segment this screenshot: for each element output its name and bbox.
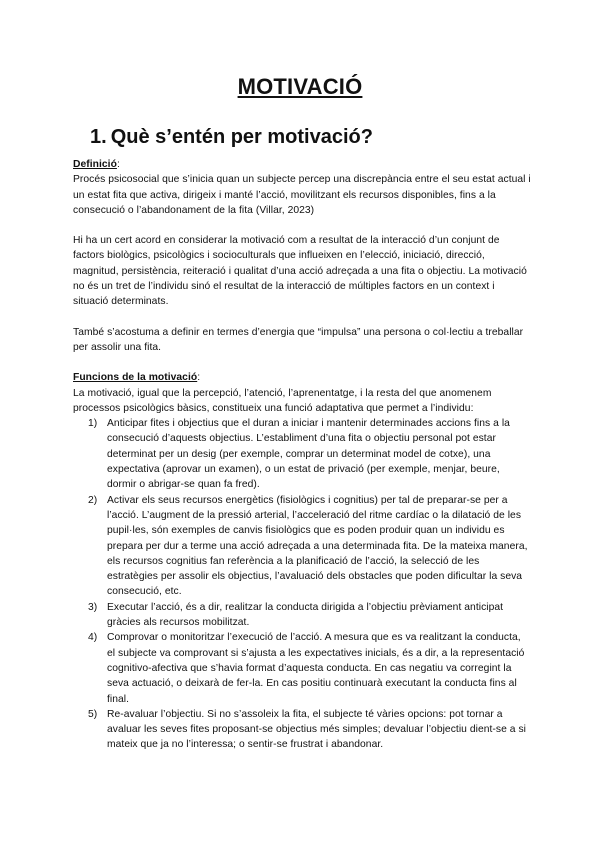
list-item-text: Activar els seus recursos energètics (fisiològics i cognitius) per tal de preparar-se per a l’acció. L’augment de la pressió arterial, l’acceleració del ritme cardíac o la dilatació de les pupil·les, són exemples de canvis fisiològics que es poden produir quan un individu es prepara per dur a terme una acció adreçada a una determinada fita. De la mateixa manera, els recursos cognitius fan referència a la planificació de l’acció, la selecció de les estratègies per assolir els objectius, l’avaluació dels obstacles que poden dificultar la seva consecució, etc. <box>107 494 528 598</box>
list-item-text: Anticipar fites i objectius que el duran a iniciar i mantenir determinades accions fins a la consecució d’aquests objectius. L’establiment d’una fita o objectiu personal pot estar determinat per un desig (per exemple, comprar un determinat model de cotxe), una expectativa (aprovar un examen), o un estat de privació (per exemple, menjar, beure, dormir o abrigar-se quan fa fred). <box>107 418 510 491</box>
paragraph-factors: Hi ha un cert acord en considerar la motivació com a resultat de la interacció d’un conjunt de factors biològics, psicològics i socioculturals que influeixen en l’elecció, iniciació, direcció, magnitud, persistència, reiteració i qualitat d’una acció adreçada a una fita o objectiu. La motivació no és un tret de l’individu sinó el resultat de la interacció de múltiples factors en un context i situació determinats. <box>73 235 527 308</box>
document-body <box>73 157 531 753</box>
section-heading-text: Què s’entén per motivació? <box>110 126 373 148</box>
list-item-number: 2) <box>88 494 98 506</box>
list-item-number: 4) <box>88 632 98 644</box>
functions-heading <box>73 370 531 385</box>
list-item-text: Comprovar o monitoritzar l’execució de l’acció. A mesura que es va realitzant la conducta, el subjecte va comprovant si s’ajusta a les expectatives inicials, és a dir, a la representació cognitivo-afectiva que s’havia format d’aquesta conducta. En cas negatiu va corregint la seva actuació, o deixarà de fer-la. En cas positiu continuarà executant la conducta fins al final. <box>107 632 525 705</box>
list-item <box>73 493 531 600</box>
list-item <box>73 630 531 706</box>
definition-colon: : <box>116 159 120 170</box>
list-item-text: Re-avaluar l’objectiu. Si no s’assoleix la fita, el subjecte té vàries opcions: pot tornar a avaluar les seves fites proposant-se objectius més simples; devaluar l’objectiu dient-se a si mateix que ja no l’interessa; o sentir-se frustrat i abandonar. <box>107 708 527 751</box>
list-item-number: 1) <box>88 418 98 430</box>
functions-colon: : <box>197 372 201 384</box>
paragraph-energy: També s’acostuma a definir en termes d’energia que “impulsa” una persona o col·lectiu a treballar per assolir una fita. <box>73 326 524 353</box>
definition-heading <box>73 157 531 172</box>
definition-text: Procés psicosocial que s’inicia quan un subjecte percep una discrepància entre el seu estat actual i un estat fita que activa, dirigeix i manté l’acció, movilitzant els recursos disponibles, fins a la consecució o l’abandonament de la fita (Villar, 2023) <box>73 174 531 216</box>
list-item-number: 3) <box>88 601 98 613</box>
list-item-number: 5) <box>88 708 98 720</box>
section-heading <box>90 126 373 149</box>
definition-label: Definició <box>73 159 117 170</box>
list-item <box>73 416 531 492</box>
section-number: 1. <box>90 126 107 148</box>
spacer <box>73 355 531 370</box>
functions-list <box>73 416 531 753</box>
spacer <box>73 310 531 325</box>
list-item <box>73 600 531 631</box>
page-title: MOTIVACIÓ <box>237 74 363 99</box>
functions-intro: La motivació, igual que la percepció, l’atenció, l’aprenentatge, i la resta del que anomenem processos psicològics bàsics, constitueix una funció adaptativa que permet a l’individu: <box>73 387 492 414</box>
functions-label: Funcions de la motivació <box>73 372 198 384</box>
list-item-text: Executar l’acció, és a dir, realitzar la conducta dirigida a l’objectiu prèviament anticipat gràcies als recursos mobilitzat. <box>107 601 504 629</box>
spacer <box>73 218 531 233</box>
list-item <box>73 707 531 753</box>
